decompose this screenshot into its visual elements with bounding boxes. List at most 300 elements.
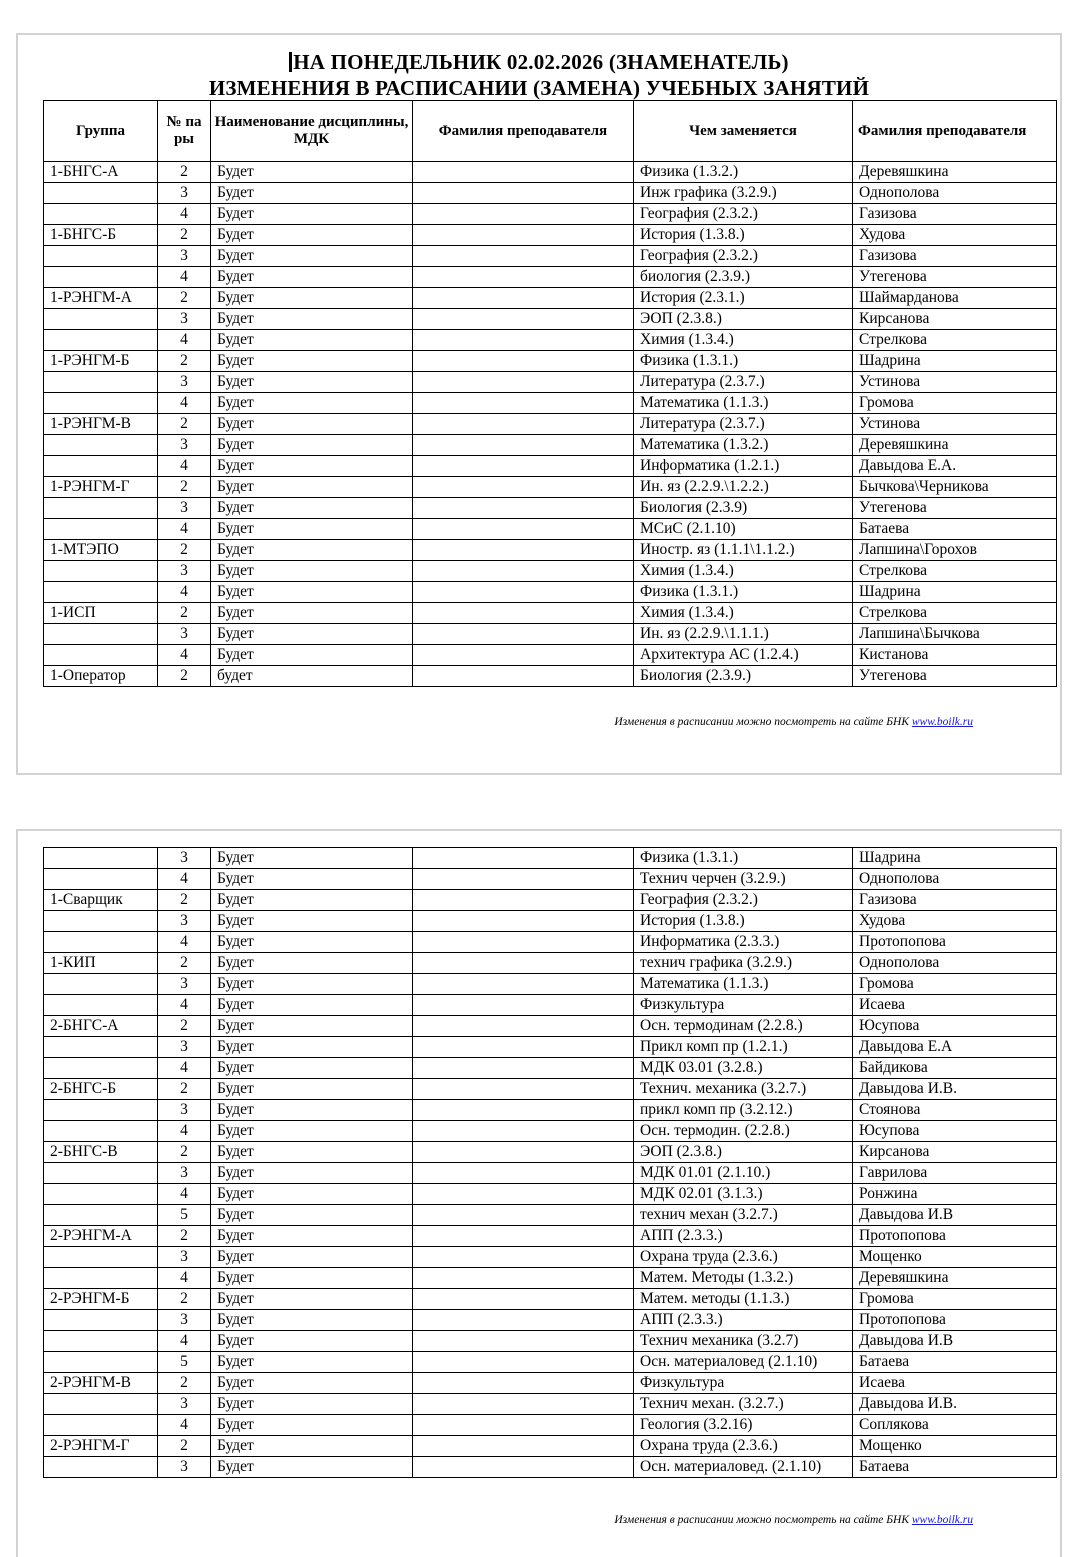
teacher-cell	[413, 1457, 634, 1478]
replacement-cell: прикл комп пр (3.2.12.)	[634, 1100, 853, 1121]
teacher-cell	[413, 582, 634, 603]
table-row	[44, 1079, 1057, 1100]
schedule-table-page-2	[43, 847, 1057, 1478]
pair-number-cell: 3	[158, 1394, 211, 1415]
pair-number-cell: 3	[158, 624, 211, 645]
discipline-cell: Будет	[211, 1016, 413, 1037]
replacement-cell: Технич. механика (3.2.7.)	[634, 1079, 853, 1100]
page-sheet-2	[16, 829, 1062, 1557]
teacher-cell	[413, 869, 634, 890]
table-row	[44, 1058, 1057, 1079]
group-cell: 1-ИСП	[44, 603, 158, 624]
group-cell: 1-РЭНГМ-А	[44, 288, 158, 309]
pair-number-cell: 2	[158, 225, 211, 246]
table-header-row	[44, 101, 1057, 162]
teacher-cell	[413, 477, 634, 498]
pair-number-cell: 2	[158, 1079, 211, 1100]
discipline-cell: Будет	[211, 1100, 413, 1121]
replacement-cell: Технич черчен (3.2.9.)	[634, 869, 853, 890]
pair-number-cell: 4	[158, 869, 211, 890]
new-teacher-cell: Шадрина	[853, 848, 1057, 869]
group-cell	[44, 1121, 158, 1142]
replacement-cell: Математика (1.3.2.)	[634, 435, 853, 456]
discipline-cell: Будет	[211, 1184, 413, 1205]
teacher-cell	[413, 1121, 634, 1142]
discipline-cell: Будет	[211, 1268, 413, 1289]
header-group: Группа	[44, 101, 158, 162]
pair-number-cell: 2	[158, 953, 211, 974]
group-cell: 1-КИП	[44, 953, 158, 974]
teacher-cell	[413, 435, 634, 456]
pair-number-cell: 2	[158, 1289, 211, 1310]
pair-number-cell: 4	[158, 204, 211, 225]
new-teacher-cell: Исаева	[853, 995, 1057, 1016]
discipline-cell: Будет	[211, 183, 413, 204]
table-row	[44, 435, 1057, 456]
group-cell: 1-БНГС-Б	[44, 225, 158, 246]
table-row	[44, 848, 1057, 869]
pair-number-cell: 3	[158, 309, 211, 330]
replacement-cell: Физкультура	[634, 1373, 853, 1394]
discipline-cell: Будет	[211, 1079, 413, 1100]
new-teacher-cell: Худова	[853, 911, 1057, 932]
new-teacher-cell: Давыдова Е.А	[853, 1037, 1057, 1058]
teacher-cell	[413, 162, 634, 183]
discipline-cell: Будет	[211, 1163, 413, 1184]
teacher-cell	[413, 372, 634, 393]
discipline-cell: Будет	[211, 1058, 413, 1079]
table-row	[44, 1142, 1057, 1163]
discipline-cell: Будет	[211, 645, 413, 666]
teacher-cell	[413, 288, 634, 309]
pair-number-cell: 3	[158, 911, 211, 932]
new-teacher-cell: Газизова	[853, 246, 1057, 267]
group-cell: 2-РЭНГМ-Г	[44, 1436, 158, 1457]
teacher-cell	[413, 330, 634, 351]
new-teacher-cell: Гаврилова	[853, 1163, 1057, 1184]
discipline-cell: Будет	[211, 267, 413, 288]
table-row	[44, 1457, 1057, 1478]
discipline-cell: Будет	[211, 456, 413, 477]
replacement-cell: Математика (1.1.3.)	[634, 393, 853, 414]
table-row	[44, 666, 1057, 687]
new-teacher-cell: Деревяшкина	[853, 162, 1057, 183]
table-row	[44, 162, 1057, 183]
table-row	[44, 1226, 1057, 1247]
table-row	[44, 645, 1057, 666]
pair-number-cell: 4	[158, 1268, 211, 1289]
replacement-cell: ЭОП (2.3.8.)	[634, 309, 853, 330]
pair-number-cell: 3	[158, 246, 211, 267]
pair-number-cell: 4	[158, 330, 211, 351]
discipline-cell: Будет	[211, 1121, 413, 1142]
teacher-cell	[413, 309, 634, 330]
pair-number-cell: 4	[158, 1331, 211, 1352]
discipline-cell: Будет	[211, 288, 413, 309]
new-teacher-cell: Кирсанова	[853, 309, 1057, 330]
table-row	[44, 372, 1057, 393]
replacement-cell: АПП (2.3.3.)	[634, 1310, 853, 1331]
new-teacher-cell: Давыдова Е.А.	[853, 456, 1057, 477]
group-cell	[44, 1394, 158, 1415]
new-teacher-cell: Мощенко	[853, 1436, 1057, 1457]
table-row	[44, 393, 1057, 414]
discipline-cell: Будет	[211, 603, 413, 624]
new-teacher-cell: Шаймарданова	[853, 288, 1057, 309]
teacher-cell	[413, 1079, 634, 1100]
teacher-cell	[413, 1436, 634, 1457]
table-row	[44, 1373, 1057, 1394]
table-row	[44, 414, 1057, 435]
discipline-cell: Будет	[211, 624, 413, 645]
replacement-cell: Инж графика (3.2.9.)	[634, 183, 853, 204]
replacement-cell: Ин. яз (2.2.9.\1.1.1.)	[634, 624, 853, 645]
header-pair: № па ры	[158, 101, 211, 162]
teacher-cell	[413, 645, 634, 666]
new-teacher-cell: Юсупова	[853, 1016, 1057, 1037]
pair-number-cell: 4	[158, 1058, 211, 1079]
pair-number-cell: 2	[158, 1436, 211, 1457]
pair-number-cell: 3	[158, 183, 211, 204]
pair-number-cell: 3	[158, 1037, 211, 1058]
new-teacher-cell: Стрелкова	[853, 603, 1057, 624]
group-cell	[44, 869, 158, 890]
group-cell	[44, 1184, 158, 1205]
table-row	[44, 582, 1057, 603]
group-cell: 2-РЭНГМ-А	[44, 1226, 158, 1247]
pair-number-cell: 2	[158, 1373, 211, 1394]
teacher-cell	[413, 1016, 634, 1037]
group-cell	[44, 1352, 158, 1373]
table-row	[44, 1121, 1057, 1142]
new-teacher-cell: Однополова	[853, 869, 1057, 890]
group-cell	[44, 435, 158, 456]
table-row	[44, 911, 1057, 932]
new-teacher-cell: Стрелкова	[853, 561, 1057, 582]
replacement-cell: МДК 03.01 (3.2.8.)	[634, 1058, 853, 1079]
replacement-cell: МДК 01.01 (2.1.10.)	[634, 1163, 853, 1184]
replacement-cell: История (2.3.1.)	[634, 288, 853, 309]
teacher-cell	[413, 1100, 634, 1121]
new-teacher-cell: Деревяшкина	[853, 1268, 1057, 1289]
teacher-cell	[413, 519, 634, 540]
pair-number-cell: 3	[158, 848, 211, 869]
discipline-cell: Будет	[211, 246, 413, 267]
group-cell	[44, 498, 158, 519]
replacement-cell: Технич механика (3.2.7)	[634, 1331, 853, 1352]
pair-number-cell: 4	[158, 932, 211, 953]
replacement-cell: Биология (2.3.9.)	[634, 666, 853, 687]
teacher-cell	[413, 351, 634, 372]
table-row	[44, 953, 1057, 974]
replacement-cell: Информатика (2.3.3.)	[634, 932, 853, 953]
table-row	[44, 246, 1057, 267]
replacement-cell: МСиС (2.1.10)	[634, 519, 853, 540]
new-teacher-cell: Батаева	[853, 519, 1057, 540]
discipline-cell: Будет	[211, 1373, 413, 1394]
teacher-cell	[413, 1184, 634, 1205]
group-cell: 1-РЭНГМ-Г	[44, 477, 158, 498]
group-cell	[44, 183, 158, 204]
table-row	[44, 351, 1057, 372]
new-teacher-cell: Лапшина\Горохов	[853, 540, 1057, 561]
discipline-cell: Будет	[211, 1205, 413, 1226]
teacher-cell	[413, 1310, 634, 1331]
discipline-cell: Будет	[211, 498, 413, 519]
pair-number-cell: 3	[158, 974, 211, 995]
group-cell: 1-РЭНГМ-Б	[44, 351, 158, 372]
teacher-cell	[413, 1331, 634, 1352]
table-row	[44, 1436, 1057, 1457]
replacement-cell: Математика (1.1.3.)	[634, 974, 853, 995]
pair-number-cell: 3	[158, 498, 211, 519]
teacher-cell	[413, 974, 634, 995]
discipline-cell: Будет	[211, 1331, 413, 1352]
group-cell	[44, 1247, 158, 1268]
pair-number-cell: 2	[158, 477, 211, 498]
table-row	[44, 561, 1057, 582]
table-row	[44, 519, 1057, 540]
table-row	[44, 603, 1057, 624]
new-teacher-cell: Однополова	[853, 183, 1057, 204]
replacement-cell: Физика (1.3.1.)	[634, 351, 853, 372]
pair-number-cell: 2	[158, 540, 211, 561]
teacher-cell	[413, 624, 634, 645]
schedule-table-page-1	[43, 100, 1057, 687]
pair-number-cell: 3	[158, 1247, 211, 1268]
replacement-cell: Физика (1.3.1.)	[634, 848, 853, 869]
pair-number-cell: 2	[158, 414, 211, 435]
discipline-cell: Будет	[211, 1037, 413, 1058]
teacher-cell	[413, 1205, 634, 1226]
teacher-cell	[413, 1058, 634, 1079]
pair-number-cell: 2	[158, 603, 211, 624]
replacement-cell: Биология (2.3.9)	[634, 498, 853, 519]
teacher-cell	[413, 414, 634, 435]
table-row	[44, 204, 1057, 225]
new-teacher-cell: Ронжина	[853, 1184, 1057, 1205]
teacher-cell	[413, 1163, 634, 1184]
new-teacher-cell: Громова	[853, 974, 1057, 995]
discipline-cell: Будет	[211, 435, 413, 456]
table-row	[44, 1100, 1057, 1121]
group-cell	[44, 204, 158, 225]
group-cell	[44, 267, 158, 288]
pair-number-cell: 2	[158, 666, 211, 687]
group-cell	[44, 932, 158, 953]
group-cell	[44, 974, 158, 995]
discipline-cell: Будет	[211, 995, 413, 1016]
group-cell	[44, 519, 158, 540]
group-cell: 1-МТЭПО	[44, 540, 158, 561]
group-cell: 2-БНГС-А	[44, 1016, 158, 1037]
group-cell	[44, 1331, 158, 1352]
pair-number-cell: 4	[158, 995, 211, 1016]
teacher-cell	[413, 561, 634, 582]
group-cell	[44, 393, 158, 414]
new-teacher-cell: Громова	[853, 1289, 1057, 1310]
teacher-cell	[413, 995, 634, 1016]
group-cell	[44, 1163, 158, 1184]
schedule-date-title: НА ПОНЕДЕЛЬНИК 02.02.2026 (ЗНАМЕНАТЕЛЬ)	[18, 50, 1060, 74]
table-row	[44, 1016, 1057, 1037]
table-row	[44, 309, 1057, 330]
replacement-cell: Физкультура	[634, 995, 853, 1016]
replacement-cell: Охрана труда (2.3.6.)	[634, 1247, 853, 1268]
new-teacher-cell: Давыдова И.В.	[853, 1079, 1057, 1100]
table-row	[44, 1352, 1057, 1373]
discipline-cell: Будет	[211, 372, 413, 393]
new-teacher-cell: Соплякова	[853, 1415, 1057, 1436]
group-cell	[44, 1268, 158, 1289]
group-cell	[44, 848, 158, 869]
table-row	[44, 995, 1057, 1016]
pair-number-cell: 4	[158, 1415, 211, 1436]
replacement-cell: АПП (2.3.3.)	[634, 1226, 853, 1247]
pair-number-cell: 4	[158, 267, 211, 288]
page-sheet-1	[16, 33, 1062, 775]
group-cell	[44, 372, 158, 393]
pair-number-cell: 3	[158, 1100, 211, 1121]
replacement-cell: История (1.3.8.)	[634, 225, 853, 246]
group-cell: 2-РЭНГМ-Б	[44, 1289, 158, 1310]
teacher-cell	[413, 603, 634, 624]
replacement-cell: История (1.3.8.)	[634, 911, 853, 932]
discipline-cell: Будет	[211, 974, 413, 995]
group-cell: 1-Сварщик	[44, 890, 158, 911]
header-discipline: Наименование дисциплины, МДК	[211, 101, 413, 162]
new-teacher-cell: Газизова	[853, 204, 1057, 225]
teacher-cell	[413, 1037, 634, 1058]
teacher-cell	[413, 1226, 634, 1247]
group-cell	[44, 1310, 158, 1331]
pair-number-cell: 2	[158, 351, 211, 372]
teacher-cell	[413, 1394, 634, 1415]
group-cell: 2-РЭНГМ-В	[44, 1373, 158, 1394]
table-row	[44, 456, 1057, 477]
new-teacher-cell: Газизова	[853, 890, 1057, 911]
new-teacher-cell: Протопопова	[853, 1226, 1057, 1247]
teacher-cell	[413, 1289, 634, 1310]
teacher-cell	[413, 246, 634, 267]
teacher-cell	[413, 1373, 634, 1394]
group-cell	[44, 995, 158, 1016]
new-teacher-cell: Утегенова	[853, 666, 1057, 687]
replacement-cell: технич графика (3.2.9.)	[634, 953, 853, 974]
teacher-cell	[413, 666, 634, 687]
table-row	[44, 540, 1057, 561]
replacement-cell: Осн. материаловед. (2.1.10)	[634, 1457, 853, 1478]
teacher-cell	[413, 911, 634, 932]
replacement-cell: Химия (1.3.4.)	[634, 561, 853, 582]
teacher-cell	[413, 890, 634, 911]
group-cell	[44, 1037, 158, 1058]
replacement-cell: Информатика (1.2.1.)	[634, 456, 853, 477]
table-row	[44, 330, 1057, 351]
new-teacher-cell: Шадрина	[853, 582, 1057, 603]
new-teacher-cell: Протопопова	[853, 1310, 1057, 1331]
header-replacement: Чем заменяется	[634, 101, 853, 162]
text-cursor	[289, 52, 292, 72]
discipline-cell: Будет	[211, 225, 413, 246]
replacement-cell: Геология (3.2.16)	[634, 1415, 853, 1436]
teacher-cell	[413, 498, 634, 519]
replacement-cell: Осн. термодин. (2.2.8.)	[634, 1121, 853, 1142]
discipline-cell: Будет	[211, 561, 413, 582]
discipline-cell: Будет	[211, 869, 413, 890]
new-teacher-cell: Деревяшкина	[853, 435, 1057, 456]
new-teacher-cell: Худова	[853, 225, 1057, 246]
discipline-cell: Будет	[211, 1289, 413, 1310]
teacher-cell	[413, 225, 634, 246]
new-teacher-cell: Батаева	[853, 1457, 1057, 1478]
pair-number-cell: 4	[158, 582, 211, 603]
site-link[interactable]: www.boilk.ru	[911, 716, 973, 728]
new-teacher-cell: Кирсанова	[853, 1142, 1057, 1163]
replacement-cell: География (2.3.2.)	[634, 204, 853, 225]
table-row	[44, 288, 1057, 309]
group-cell	[44, 582, 158, 603]
new-teacher-cell: Стоянова	[853, 1100, 1057, 1121]
table-row	[44, 1163, 1057, 1184]
table-row	[44, 498, 1057, 519]
replacement-cell: География (2.3.2.)	[634, 246, 853, 267]
pair-number-cell: 4	[158, 519, 211, 540]
table-row	[44, 890, 1057, 911]
table-row	[44, 1037, 1057, 1058]
site-link[interactable]: www.boilk.ru	[911, 1514, 973, 1526]
new-teacher-cell: Утегенова	[853, 498, 1057, 519]
footnote-page-1: Изменения в расписании можно посмотреть на сайте БНК www.boilk.ru	[614, 716, 973, 728]
discipline-cell: Будет	[211, 1310, 413, 1331]
group-cell: 2-БНГС-Б	[44, 1079, 158, 1100]
teacher-cell	[413, 183, 634, 204]
new-teacher-cell: Устинова	[853, 372, 1057, 393]
new-teacher-cell: Бычкова\Черникова	[853, 477, 1057, 498]
table-row	[44, 1415, 1057, 1436]
table-row	[44, 477, 1057, 498]
discipline-cell: Будет	[211, 890, 413, 911]
pair-number-cell: 3	[158, 561, 211, 582]
pair-number-cell: 3	[158, 372, 211, 393]
discipline-cell: Будет	[211, 519, 413, 540]
discipline-cell: Будет	[211, 1247, 413, 1268]
teacher-cell	[413, 393, 634, 414]
replacement-cell: Прикл комп пр (1.2.1.)	[634, 1037, 853, 1058]
table-row	[44, 869, 1057, 890]
table-row	[44, 1247, 1057, 1268]
pair-number-cell: 5	[158, 1352, 211, 1373]
teacher-cell	[413, 204, 634, 225]
table-row	[44, 974, 1057, 995]
replacement-cell: биология (2.3.9.)	[634, 267, 853, 288]
teacher-cell	[413, 540, 634, 561]
table-row	[44, 1205, 1057, 1226]
table-row	[44, 1289, 1057, 1310]
table-row	[44, 1331, 1057, 1352]
pair-number-cell: 4	[158, 456, 211, 477]
teacher-cell	[413, 932, 634, 953]
new-teacher-cell: Протопопова	[853, 932, 1057, 953]
pair-number-cell: 4	[158, 1121, 211, 1142]
pair-number-cell: 2	[158, 890, 211, 911]
pair-number-cell: 2	[158, 1142, 211, 1163]
pair-number-cell: 3	[158, 435, 211, 456]
discipline-cell: Будет	[211, 414, 413, 435]
discipline-cell: Будет	[211, 932, 413, 953]
replacement-cell: МДК 02.01 (3.1.3.)	[634, 1184, 853, 1205]
new-teacher-cell: Стрелкова	[853, 330, 1057, 351]
